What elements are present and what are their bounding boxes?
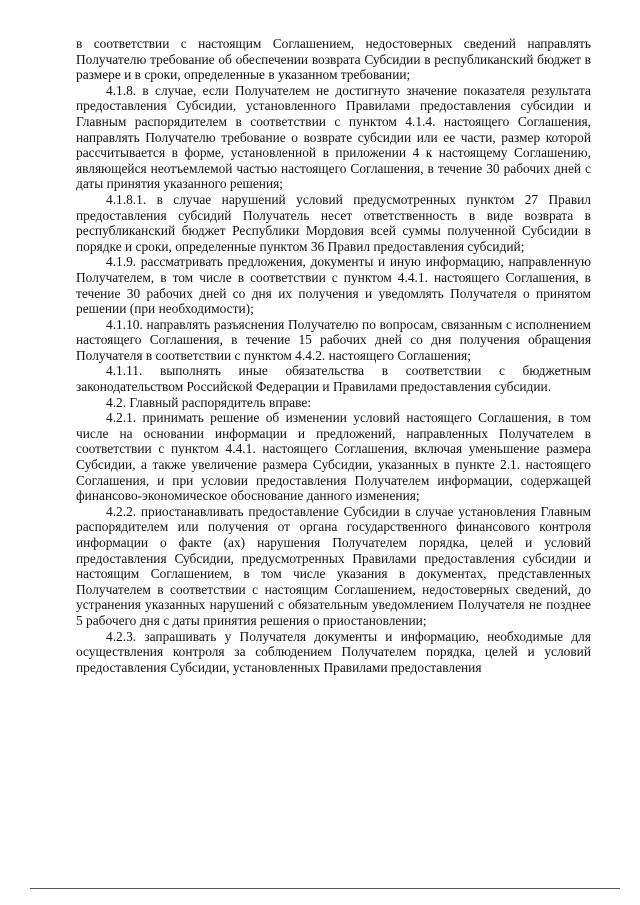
document-body bbox=[76, 36, 591, 675]
paragraph-4-1-11: 4.1.11. выполнять иные обязательства в соответствии с бюджетным законодательством Российской Федерации и Правилами предоставления субсидии. bbox=[76, 363, 591, 395]
paragraph-4-1-9: 4.1.9. рассматривать предложения, документы и иную информацию, направленную Получателем, в том числе в соответствии с пунктом 4.4.1. настоящего Соглашения, в течение 30 рабочих дней со дня их получения и уведомлять Получателя о принятом решении (при необходимости); bbox=[76, 254, 591, 317]
page-bottom-rule bbox=[30, 888, 620, 889]
paragraph-continuation: в соответствии с настоящим Соглашением, недостоверных сведений направлять Получателю требование об обеспечении возврата Субсидии в республиканский бюджет в размере и в сроки, определенные в указанном требовании; bbox=[76, 36, 591, 83]
paragraph-4-2-2: 4.2.2. приостанавливать предоставление Субсидии в случае установления Главным распорядителем или получения от органа государственного финансового контроля информации о факте (ах) нарушения Получателем порядка, целей и условий предоставления Субсидии, предусмотренных Правилами предоставления субсидии и настоящим Соглашением, в том числе указания в документах, представленных Получателем в соответствии с настоящим Соглашением, недостоверных сведений, до устранения указанных нарушений с обязательным уведомлением Получателя не позднее 5 рабочего дня с даты принятия решения о приостановлении; bbox=[76, 503, 591, 628]
paragraph-4-1-10: 4.1.10. направлять разъяснения Получателю по вопросам, связанным с исполнением настоящего Соглашения, в течение 15 рабочих дней со дня получения обращения Получателя в соответствии с пунктом 4.4.2. настоящего Соглашения; bbox=[76, 316, 591, 363]
paragraph-4-1-8-1: 4.1.8.1. в случае нарушений условий предусмотренных пунктом 27 Правил предоставления субсидий Получатель несет ответственность в виде возврата в республиканский бюджет Республики Мордовия всей суммы полученной Субсидии в порядке и сроки, определенные пунктом 36 Правил предоставления субсидий; bbox=[76, 191, 591, 254]
paragraph-4-2-1: 4.2.1. принимать решение об изменении условий настоящего Соглашения, в том числе на основании информации и предложений, направленных Получателем в соответствии с пунктом 4.4.1. настоящего Соглашения, включая уменьшение размера Субсидии, а также увеличение размера Субсидии, указанных в пункте 2.1. настоящего Соглашения, и при условии предоставления Получателем информации, содержащей финансово-экономическое обоснование данного изменения; bbox=[76, 410, 591, 504]
paragraph-4-2-3: 4.2.3. запрашивать у Получателя документы и информацию, необходимые для осуществления контроля за соблюдением Получателем порядка, целей и условий предоставления Субсидии, установленных Правилами предоставления bbox=[76, 628, 591, 675]
paragraph-4-1-8: 4.1.8. в случае, если Получателем не достигнуто значение показателя результата предоставления Субсидии, установленного Правилами предоставления субсидии и Главным распорядителем в соответствии с пунктом 4.1.4. настоящего Соглашения, направлять Получателю требование о возврате субсидии или ее части, размер которой рассчитывается в форме, установленной в приложении 4 к настоящему Соглашению, являющейся неотъемлемой частью настоящего Соглашения, в течение 30 рабочих дней с даты принятия указанного решения; bbox=[76, 82, 591, 192]
paragraph-4-2: 4.2. Главный распорядитель вправе: bbox=[106, 394, 312, 410]
